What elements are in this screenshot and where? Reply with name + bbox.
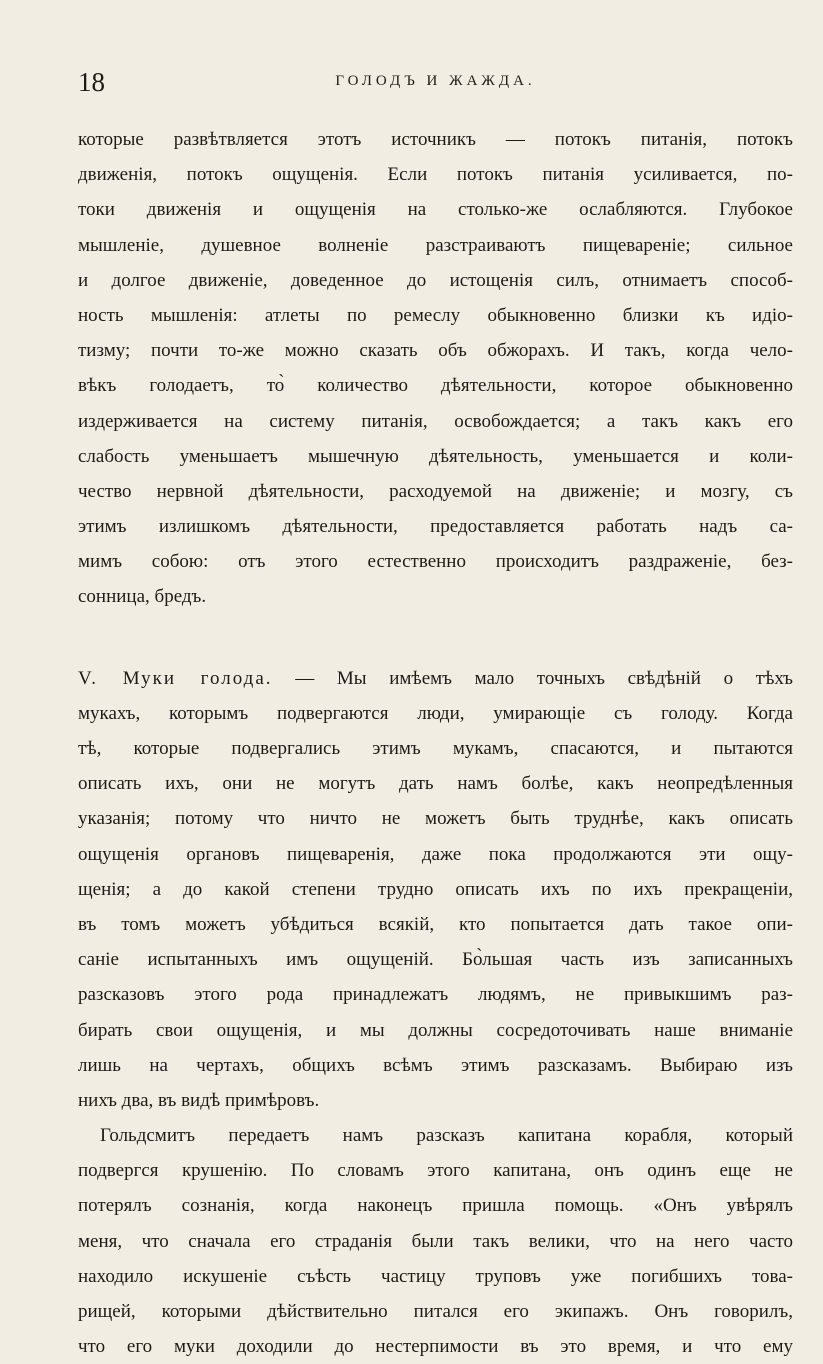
paragraph-2 [78,661,793,1118]
text-line: Гольдсмитъ передаетъ намъ разсказъ капитана корабля, который [100,1125,793,1147]
text-line: токи движенія и ощущенія на столько-же ослабляются. Глубокое [78,199,793,221]
section-gap [78,615,793,661]
text-line: бирать свои ощущенія, и мы должны сосредоточивать наше вниманіе [78,1019,793,1041]
page-header [78,66,793,102]
text-line: ощущенія органовъ пищеваренія, даже пока продолжаются эти ощу- [78,843,793,865]
text-line: тѣ, которые подвергались этимъ мукамъ, спасаются, и пытаются [78,738,793,759]
text-line: мукахъ, которымъ подвергаются люди, умирающіе съ голоду. Когда [78,702,793,724]
text-fragment: — Мы имѣемъ мало точныхъ свѣдѣній о тѣхъ [272,667,793,689]
text-line [78,661,793,696]
text-line: щенія; а до какой степени трудно описать ихъ по ихъ прекращеніи, [78,878,793,900]
text-line: мышленіе, душевное волненіе разстраиваютъ пищевареніе; сильное [78,234,793,256]
text-line: потерялъ сознанія, когда наконецъ пришла помощь. «Онъ увѣрялъ [78,1195,793,1217]
text-line: чество нервной дѣятельности, расходуемой на движеніе; и мозгу, съ [78,480,793,502]
text-line: рищей, которыми дѣйствительно питался его экипажъ. Онъ говорилъ, [78,1301,793,1322]
text-line: вѣкъ голодаетъ, то̀ количество дѣятельности, которое обыкновенно [78,375,793,397]
text-line: слабость уменьшаетъ мышечную дѣятельность, уменьшается и коли- [78,445,793,467]
text-line: указанія; потому что ничто не можетъ быть труднѣе, какъ описать [78,808,793,830]
text-line: въ томъ можетъ убѣдиться всякій, кто попытается дать такое опи- [78,913,793,935]
body-text [78,122,793,1364]
text-line: описать ихъ, они не могутъ дать намъ болѣе, какъ неопредѣленныя [78,773,793,795]
text-line: тизму; почти то-же можно сказать объ обжорахъ. И такъ, когда чело- [78,340,793,362]
text-line: сонница, бредъ. [78,586,207,608]
text-line: ность мышленія: атлеты по ремеслу обыкновенно близки къ идіо- [78,304,793,326]
text-line: мимъ собою: отъ этого естественно происходитъ раздраженіе, без- [78,551,793,573]
text-line: что его муки доходили до нестерпимости въ это время, и что ему [78,1336,793,1358]
paragraph-3 [78,1118,793,1364]
text-line: нихъ два, въ видѣ примѣровъ. [78,1089,320,1111]
text-line: меня, что сначала его страданія были такъ велики, что на него часто [78,1230,793,1252]
running-head: ГОЛОДЪ И ЖАЖДА. [335,73,536,89]
text-line: разсказовъ этого рода принадлежатъ людямъ, не привыкшимъ раз- [78,984,793,1006]
text-line: саніе испытанныхъ имъ ощущеній. Бо̀льшая часть изъ записанныхъ [78,949,793,971]
text-line: издерживается на систему питанія, освобождается; а такъ какъ его [78,410,793,432]
section-heading: V. Муки голода. [78,667,273,689]
text-line: и долгое движеніе, доведенное до истощенія силъ, отнимаетъ способ- [78,269,793,291]
paragraph-1 [78,122,793,615]
text-line: подвергся крушенію. По словамъ этого капитана, онъ одинъ еще не [78,1160,793,1182]
text-line: находило искушеніе съѣсть частицу труповъ уже погибшихъ това- [78,1265,793,1287]
text-line: движенія, потокъ ощущенія. Если потокъ питанія усиливается, по- [78,164,793,186]
text-line: этимъ излишкомъ дѣятельности, предоставляется работать надъ са- [78,516,793,538]
text-line: которые развѣтвляется этотъ источникъ — потокъ питанія, потокъ [78,129,793,150]
page-number: 18 [78,67,105,97]
text-line: лишь на чертахъ, общихъ всѣмъ этимъ разсказамъ. Выбираю изъ [78,1054,793,1076]
